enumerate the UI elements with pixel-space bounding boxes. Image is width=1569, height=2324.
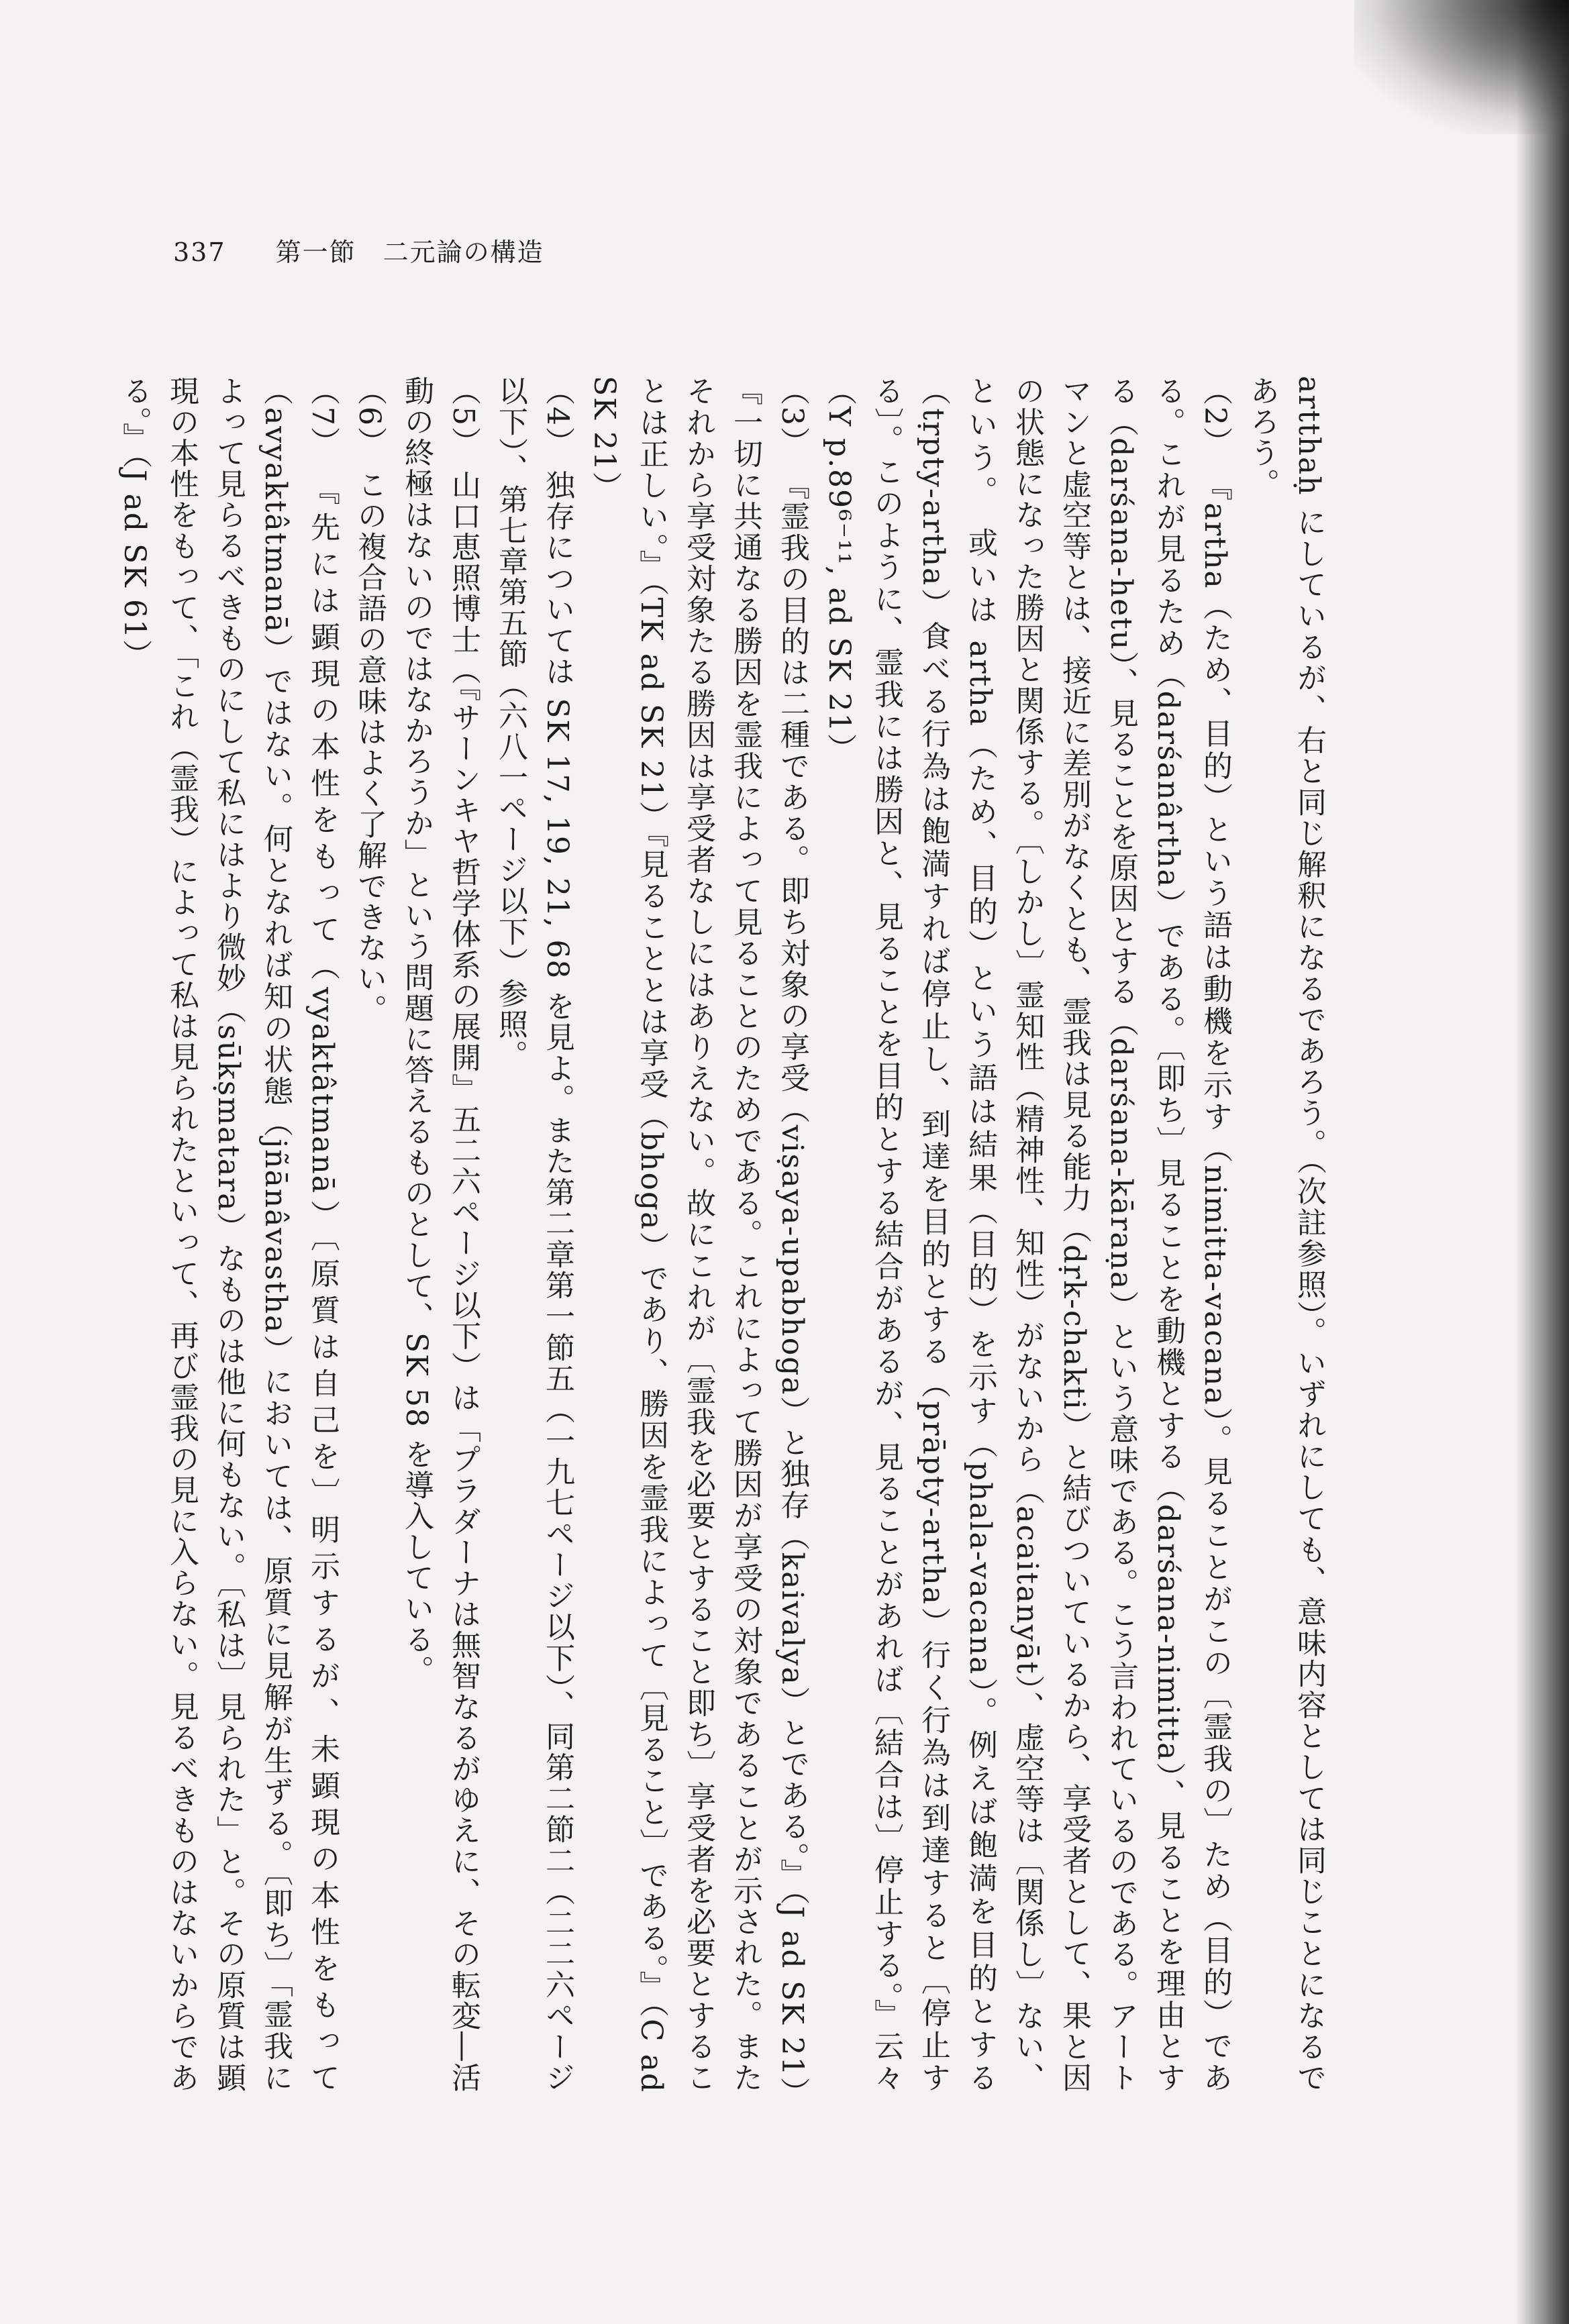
note-text: 独存については SK 17, 19, 21, 68 を見よ。また第二章第一節五（一九七ページ以下）、同第二節二（二二六ページ以下）、第七章第五節（六八一ページ以下）参照。 — [493, 376, 574, 2093]
note-6 — [346, 376, 393, 2093]
note-marker: （4） — [540, 376, 574, 458]
note-text: 『先には顕現の本性をもって（vyaktâtmanā）〔原質は自己を〕明示するが、未顕現の本性をもって（avyaktâtmanā）ではない。何となれば知の状態（jñānâvastha）においては、原質に見解が生ずる。〔即ち〕「霊我によって見らるべきものにして私にはより微妙（sūkṣmatara）なものは他に何もない。〔私は〕見られた」と。その原質は顕現の本性をもって、「これ（霊我）によって私は見られたといって、再び霊我の見に入らない。見るべきものはないからである。』（J ad SK 61） — [117, 376, 340, 2094]
note-text: 『霊我の目的は二種である。即ち対象の享受（viṣaya-upabhoga）と独存（kaivalya）とである。』（J ad SK 21）『一切に共通なる勝因を霊我によって見ることのためである。これによって勝因が享受の対象であることが示された。またそれから享受対象たる勝因は享受者なしにはありえない。故にこれが〔霊我を必要とすること即ち〕享受者を必要とすることは正しい。』（TK ad SK 21）『見ることとは享受（bhoga）であり、勝因を霊我によって〔見ること〕である。』（C ad SK 21） — [587, 376, 809, 2093]
note-marker: （5） — [446, 376, 480, 458]
note-3 — [580, 376, 815, 2093]
note-text: 『artha（ため、目的）という語は動機を示す（nimitta-vacana）。見ることがこの〔霊我の〕ため（目的）である。これが見るため（darśanârtha）である。〔即ち〕見ることを動機とする（darśana-nimitta）、見ることを理由とする（darśana-hetu）、見ることを原因とする（darśana-kāraṇa）という意味である。こう言われているのである。アートマンと虚空等とは、接近に差別がなくとも、霊我は見る能力（dṛk-chakti）と結びついているから、享受者として、果と因の状態になった勝因と関係する。〔しかし〕霊知性（精神性、知性）がないから（acaitanyāt）、虚空等は〔関係し〕ない、という。 或いは artha（ため、目的）という語は結果（目的）を示す（phala-vacana）。例えば飽満を目的とする（tṛpty-artha）食べる行為は飽満すれば停止し、到達を目的とする（prāpty-artha）行く行為は到達すると〔停止する〕。このように、霊我には勝因と、見ることを目的とする結合があるが、見ることがあれば〔結合は〕停止する。』云々（Y p.89⁶⁻¹¹, ad SK 21） — [822, 376, 1232, 2094]
notes-body — [117, 376, 1332, 2094]
note-text: 山口恵照博士（『サーンキヤ哲学体系の展開』五二六ページ以下）は「プラダーナは無智なるがゆえに、その転変―活動の終極はないのではなかろうか」という問題に答えるものとして、SK 58 を導入している。 — [399, 376, 480, 2093]
scan-edge-shadow — [1515, 0, 1569, 2324]
note-5 — [393, 376, 487, 2093]
note-text: artthaḥ にしているが、右と同じ解釈になるであろう。（次註参照）。いずれにしても、意味内容としては同じことになるであろう。 — [1245, 376, 1326, 2093]
page-number: 337 — [173, 237, 226, 267]
note-7 — [111, 376, 346, 2093]
note-continuation — [1238, 376, 1332, 2093]
note-text: この複合語の意味はよく了解できない。 — [352, 470, 387, 1025]
running-title: 第一節 二元論の構造 — [275, 237, 544, 267]
note-marker: （2） — [1198, 376, 1232, 458]
note-2 — [815, 376, 1238, 2093]
note-marker: （6） — [352, 376, 387, 458]
scan-corner-shadow — [1354, 0, 1569, 134]
note-marker: （7） — [305, 376, 340, 458]
note-marker: （3） — [775, 376, 809, 458]
running-header — [173, 231, 544, 268]
note-4 — [487, 376, 580, 2093]
